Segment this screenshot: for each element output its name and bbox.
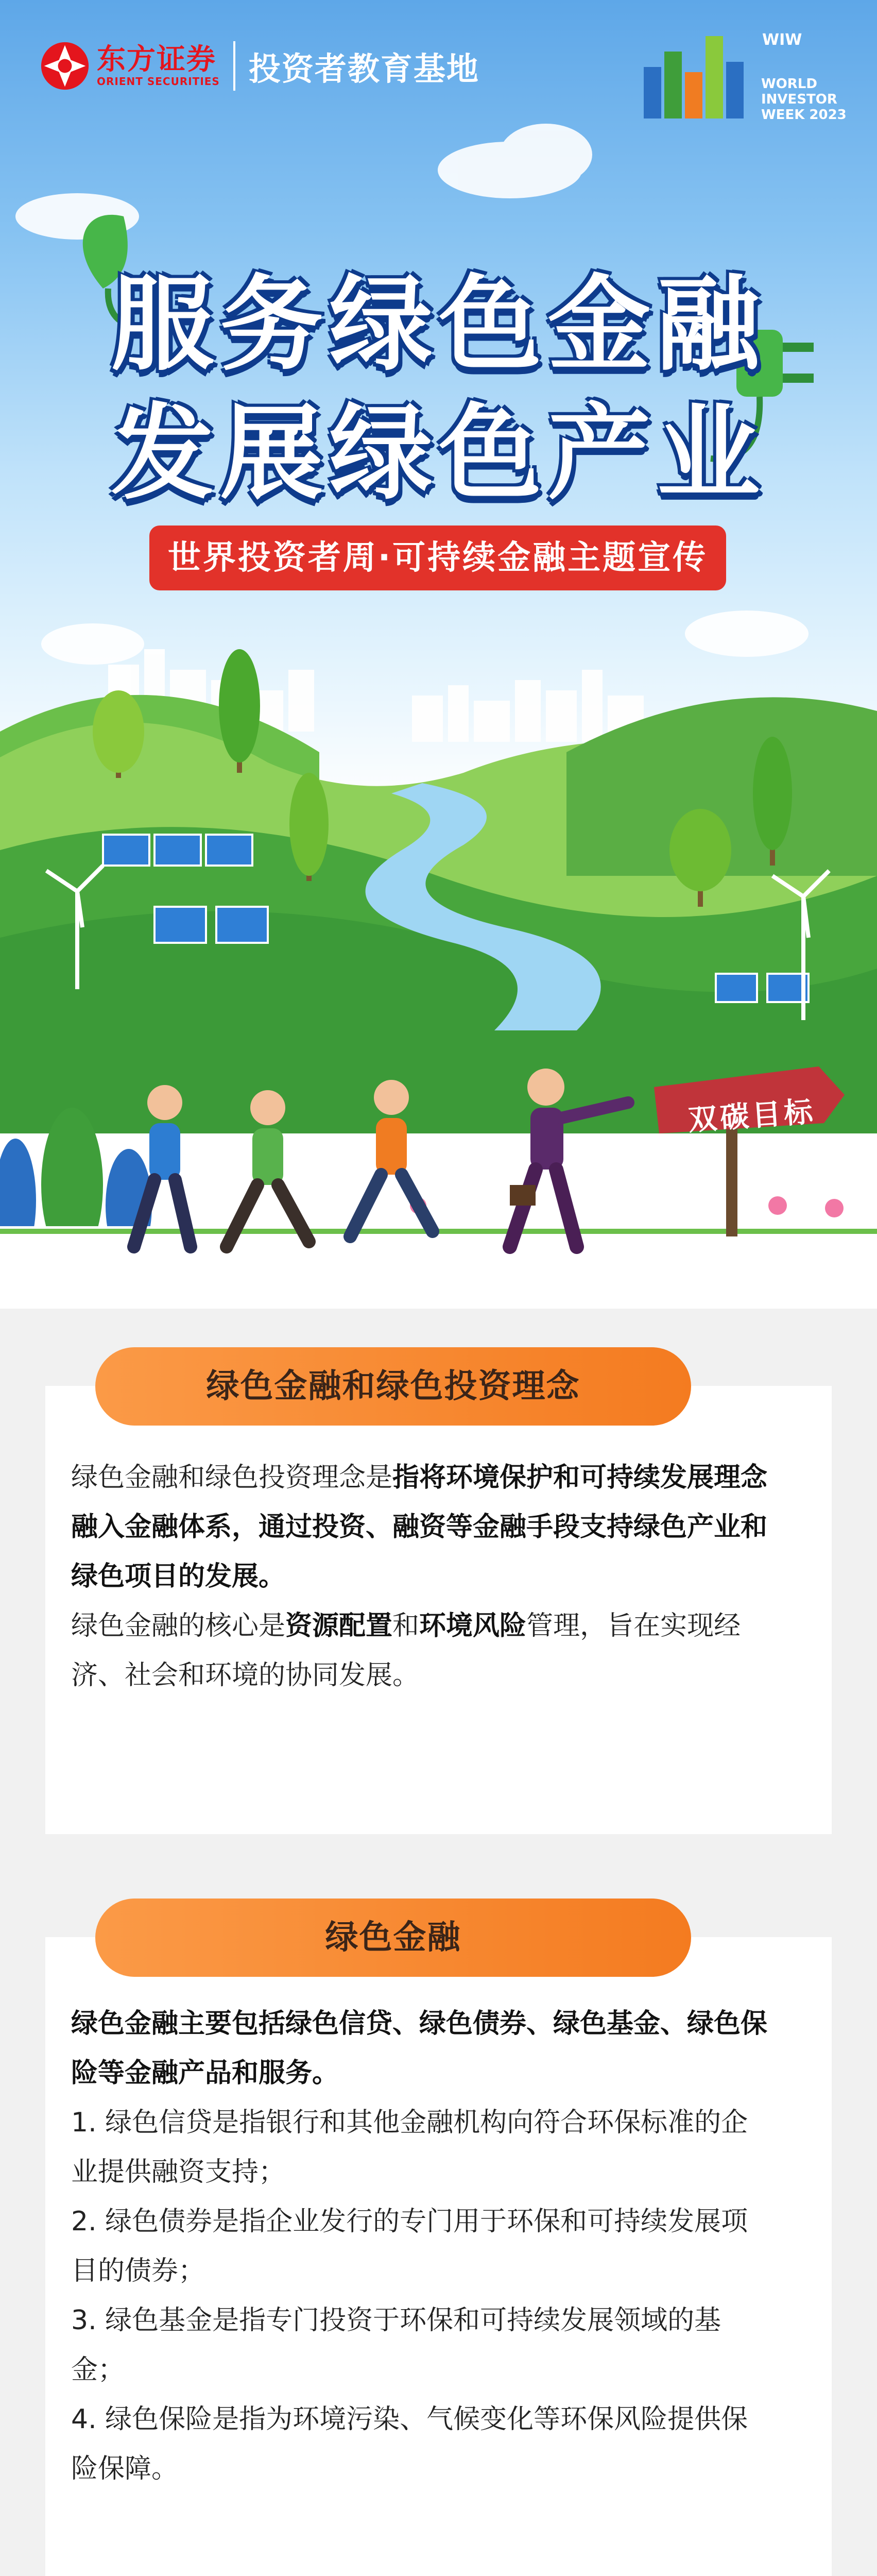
body-text-run: 1. 绿色信贷是指银行和其他金融机构向符合环保标准的企业提供融资支持； [71, 2107, 748, 2188]
body-text-run: 2. 绿色债券是指企业发行的专门用于环保和可持续发展项目的债券； [71, 2206, 748, 2286]
hero-subtitle: 世界投资者周·可持续金融主题宣传 [149, 526, 726, 590]
brand-name-en: ORIENT SECURITIES [97, 75, 220, 88]
paragraph [71, 2197, 769, 2296]
signpost-label: 双碳目标 [687, 1095, 817, 1138]
body-text-run: 绿色金融的核心是 [71, 1611, 286, 1641]
section-heading: 绿色金融和绿色投资理念 [95, 1347, 691, 1426]
section-body [71, 1453, 769, 1700]
body-text-run: 和 [392, 1611, 420, 1641]
section-heading: 绿色金融 [95, 1899, 691, 1977]
paragraph [71, 2098, 769, 2197]
emphasis-text: 环境风险 [419, 1611, 527, 1641]
section-body [71, 1999, 769, 2494]
body-text-run: 3. 绿色基金是指专门投资于环保和可持续发展领域的基金； [71, 2305, 721, 2385]
brand-name-cn: 东方证券 [97, 43, 216, 76]
body-text-run: 绿色金融和绿色投资理念是 [71, 1462, 393, 1493]
emphasis-text: 资源配置 [285, 1611, 393, 1641]
paragraph [71, 2296, 769, 2395]
paragraph [71, 1601, 769, 1700]
base-title: 投资者教育基地 [248, 49, 479, 88]
paragraph [71, 1453, 769, 1601]
event-line: WORLD [761, 76, 817, 92]
emphasis-text: 绿色金融主要包括绿色信贷、绿色债券、绿色基金、绿色保险等金融产品和服务。 [71, 2008, 768, 2089]
emphasis-text: 指将环境保护和可持续发展理念融入金融体系，通过投资、融资等金融手段支持绿色产业和绿色项目的发展。 [71, 1462, 768, 1592]
header-divider [233, 41, 235, 91]
orient-logo-icon [40, 41, 90, 91]
body-text-run: 管理，旨在实现经济、社会和环境的协同发展。 [71, 1611, 741, 1691]
paragraph [71, 2395, 769, 2494]
hero-title-line1: 服务绿色金融 [111, 265, 766, 385]
body-text-run: 4. 绿色保险是指为环境污染、气候变化等环保风险提供保险保障。 [71, 2404, 748, 2484]
brand-header [40, 41, 479, 91]
hero-title-line2: 发展绿色产业 [111, 394, 766, 514]
wiw-brand: WIW [762, 31, 802, 49]
event-line: INVESTOR [761, 92, 837, 107]
paragraph [71, 1999, 769, 2098]
event-name [761, 76, 847, 123]
event-line: WEEK 2023 [761, 107, 847, 123]
